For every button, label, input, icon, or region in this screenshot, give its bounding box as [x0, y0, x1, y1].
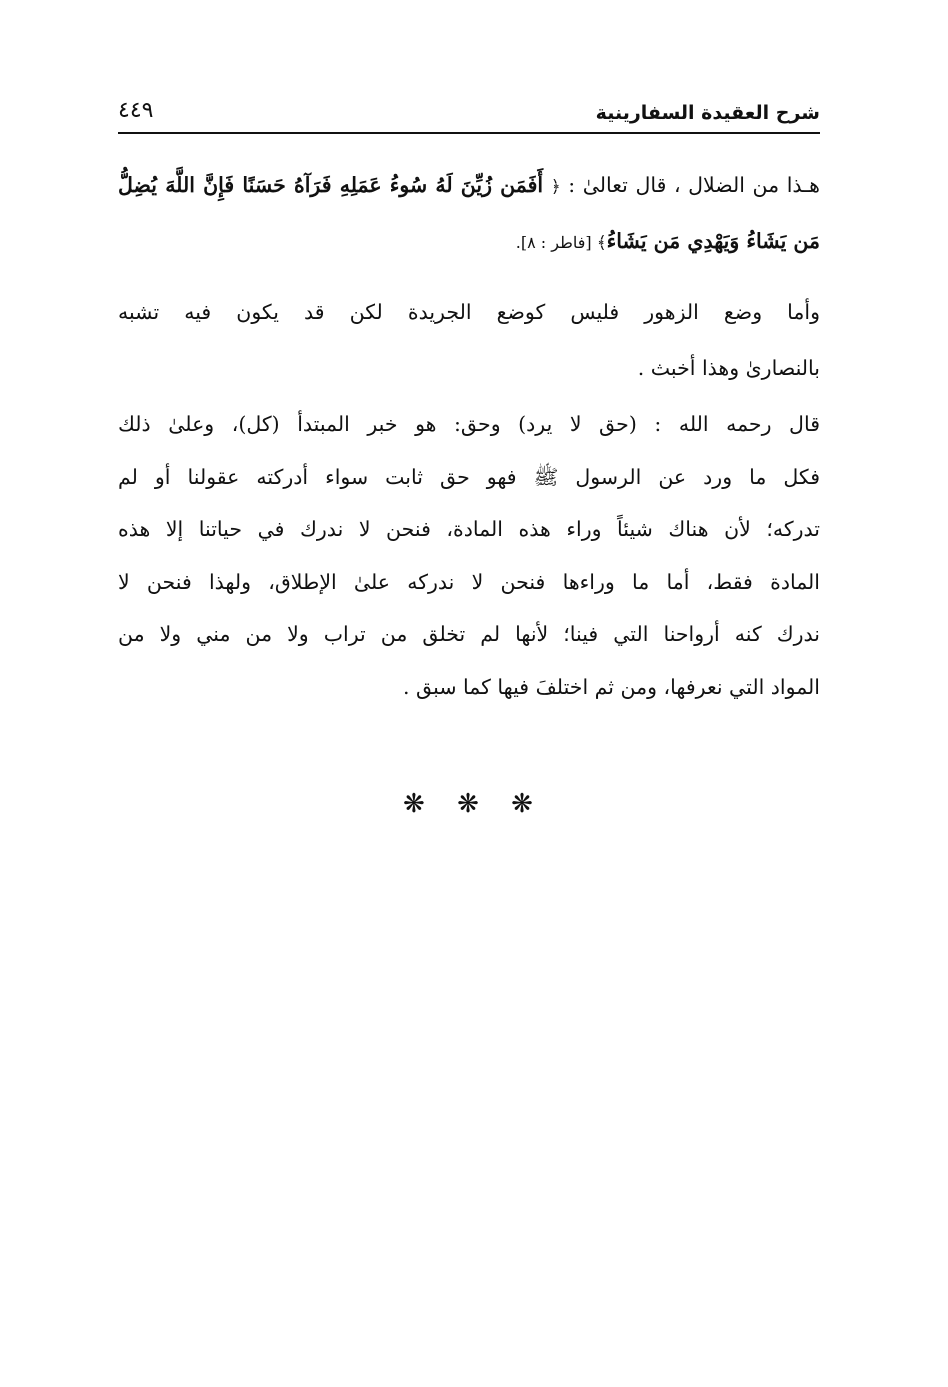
paragraph-quran-quote — [118, 158, 820, 270]
text-line: المادة فقط، أما ما وراءها فنحن لا ندركه علىٰ الإطلاق، ولهذا فنحن لا — [118, 569, 820, 594]
intro-text: هـذا من الضلال ، قال تعالىٰ : — [560, 173, 820, 197]
text-line: المواد التي نعرفها، ومن ثم اختلفَ فيها كما سبق . — [403, 674, 820, 699]
quote-close-bracket: ﴾ — [596, 233, 607, 253]
header-divider — [118, 132, 820, 134]
page-header — [118, 96, 820, 130]
text-line: بالنصارىٰ وهذا أخبث . — [637, 356, 820, 380]
text-line: ندرك كنه أرواحنا التي فينا؛ لأنها لم تخلق من تراب ولا من مني ولا من — [118, 622, 820, 646]
paragraph-flowers — [118, 284, 820, 396]
quran-verse-part1: أَفَمَن زُيِّنَ لَهُ سُوءُ عَمَلِهِ فَرَآهُ حَسَنًا فَإِنَّ اللَّهَ يُضِلُّ — [118, 173, 544, 197]
page-number: ٤٤٩ — [118, 98, 154, 123]
running-title: شرح العقيدة السفارينية — [595, 102, 820, 124]
text-line: فكل ما ورد عن الرسول ﷺ فهو حق ثابت سواء أدركته عقولنا أو لم — [118, 464, 820, 489]
text-line — [118, 158, 820, 214]
text-line: وأما وضع الزهور فليس كوضع الجريدة لكن قد يكون فيه تشبه — [118, 300, 820, 324]
section-separator-stars: ❋ ❋ ❋ — [403, 789, 545, 819]
verse-reference: [فاطر : ٨]. — [515, 233, 597, 252]
text-line: قال رحمه الله : (حق لا يرد) وحق: هو خبر المبتدأ (كل)، وعلىٰ ذلك — [118, 412, 820, 436]
text-line: تدركه؛ لأن هناك شيئاً وراء هذه المادة، فنحن لا ندرك في حياتنا إلا هذه — [118, 517, 820, 541]
text-line — [118, 214, 820, 270]
quote-open-bracket: ﴿ — [550, 177, 561, 197]
paragraph-commentary — [118, 398, 820, 713]
quran-verse-part2: مَن يَشَاءُ وَيَهْدِي مَن يَشَاءُ — [606, 229, 820, 253]
